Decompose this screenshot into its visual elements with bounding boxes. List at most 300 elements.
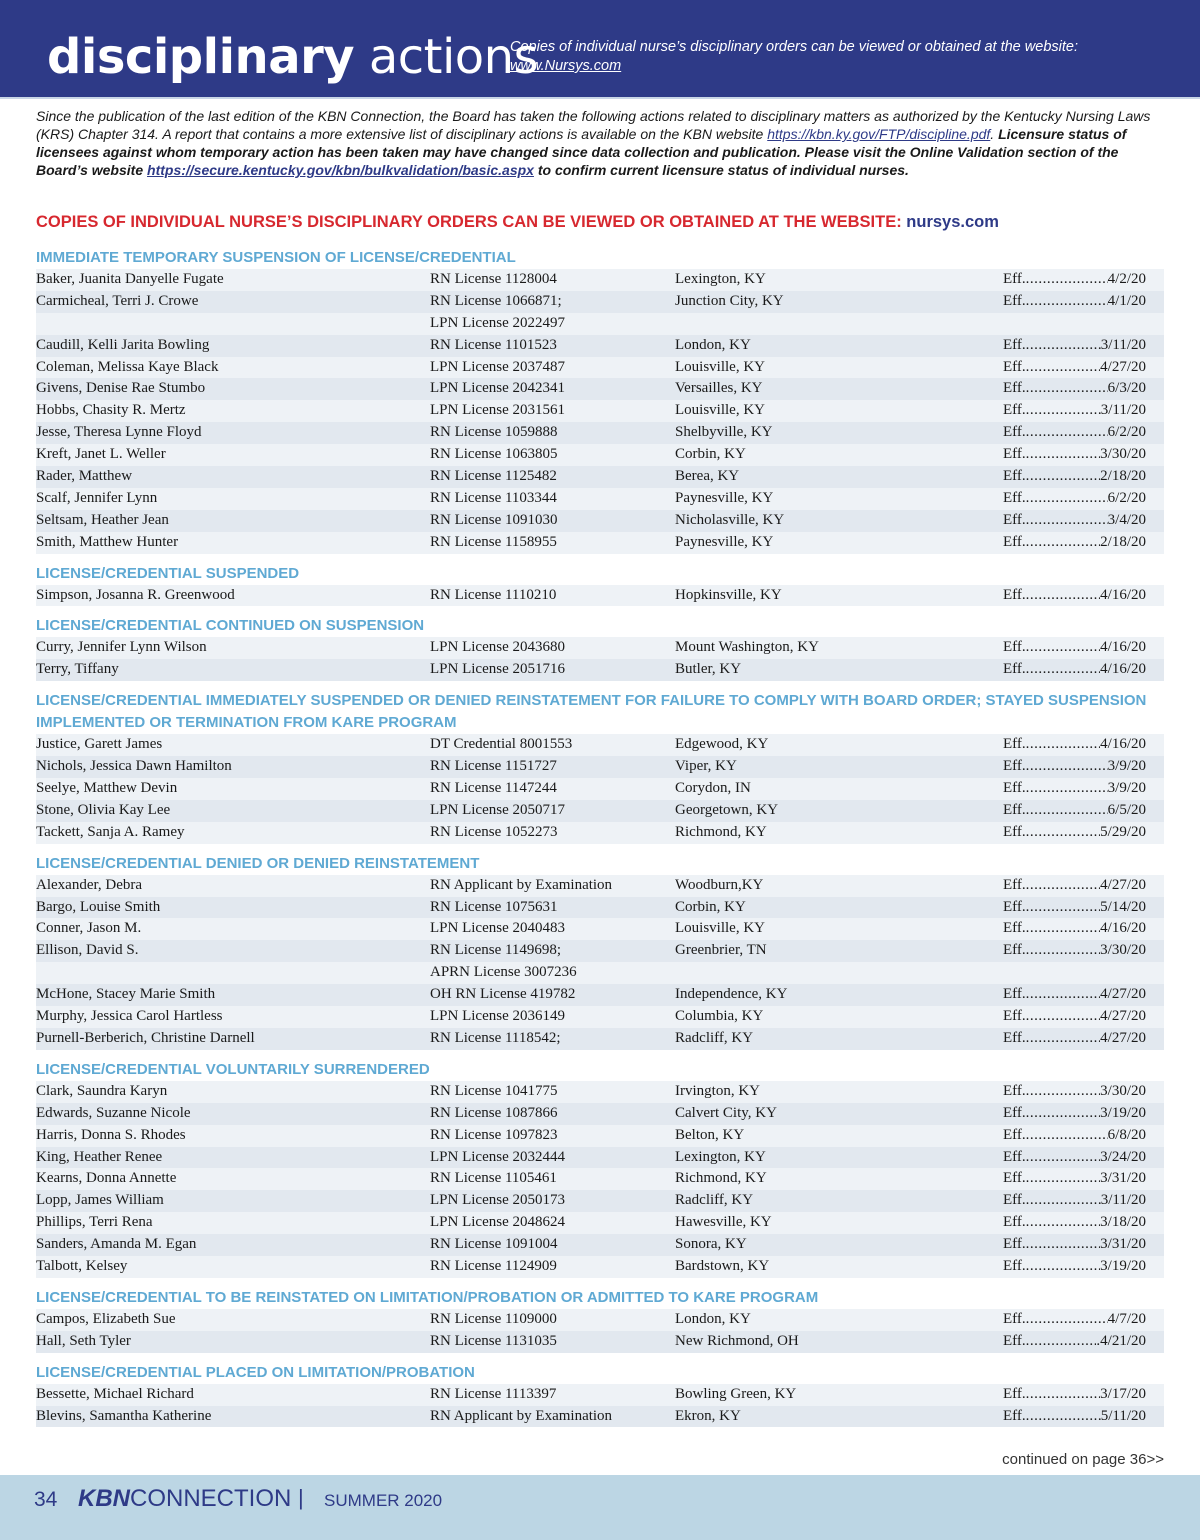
eff-date: 3/19/20 [1100, 1257, 1146, 1274]
effective-date [1003, 1125, 1146, 1147]
table-row [36, 488, 1164, 510]
licensee-name: Ellison, David S. [36, 942, 139, 959]
license-number: LPN License 2040483 [430, 920, 565, 937]
table-row [36, 1212, 1164, 1234]
table-row [36, 422, 1164, 444]
dot-leader [1026, 532, 1101, 554]
table-row [36, 1028, 1164, 1050]
dot-leader [1026, 1331, 1097, 1353]
licensee-city: Louisville, KY [675, 358, 765, 375]
eff-label: Eff. [1003, 1029, 1026, 1046]
table-row [36, 940, 1164, 962]
eff-label: Eff. [1003, 736, 1026, 753]
eff-date: 4/16/20 [1100, 586, 1146, 603]
dot-leader [1026, 488, 1108, 510]
effective-date [1003, 400, 1146, 422]
eff-label: Eff. [1003, 639, 1026, 656]
eff-label: Eff. [1003, 1170, 1026, 1187]
licensee-city: Bowling Green, KY [675, 1385, 797, 1402]
eff-label: Eff. [1003, 801, 1026, 818]
dot-leader [1026, 1125, 1108, 1147]
dot-leader [1026, 378, 1108, 400]
footer-brand [78, 1485, 291, 1513]
dot-leader [1026, 1006, 1101, 1028]
dot-leader [1026, 1256, 1101, 1278]
dot-leader [1026, 875, 1101, 897]
license-number: LPN License 2050717 [430, 801, 565, 818]
eff-date: 6/3/20 [1107, 380, 1146, 397]
dot-leader [1026, 585, 1101, 607]
licensee-city: Paynesville, KY [675, 533, 774, 550]
eff-date: 3/4/20 [1107, 511, 1146, 528]
licensee-name: Tackett, Sanja A. Ramey [36, 823, 185, 840]
licensee-name: Nichols, Jessica Dawn Hamilton [36, 758, 232, 775]
table-row [36, 378, 1164, 400]
eff-label: Eff. [1003, 780, 1026, 797]
table-row [36, 1006, 1164, 1028]
licensee-city: Greenbrier, TN [675, 942, 767, 959]
table-row [36, 1147, 1164, 1169]
licensee-city: Berea, KY [675, 468, 740, 485]
table-row [36, 897, 1164, 919]
dot-leader [1026, 800, 1108, 822]
dot-leader [1026, 422, 1108, 444]
licensee-name: Caudill, Kelli Jarita Bowling [36, 336, 210, 353]
dot-leader [1026, 1103, 1101, 1125]
table-row [36, 822, 1164, 844]
validation-link[interactable]: https://secure.kentucky.gov/kbn/bulkvalidation/basic.aspx [147, 162, 534, 178]
dot-leader [1026, 444, 1101, 466]
license-number: RN License 1091004 [430, 1236, 558, 1253]
licensee-name: McHone, Stacey Marie Smith [36, 986, 216, 1003]
section-title: LICENSE/CREDENTIAL DENIED OR DENIED REINSTATEMENT [36, 854, 480, 872]
licensee-name: Seltsam, Heather Jean [36, 511, 169, 528]
licensee-city: Lexington, KY [675, 271, 766, 287]
eff-label: Eff. [1003, 661, 1026, 678]
eff-label: Eff. [1003, 1148, 1026, 1165]
table-row [36, 1190, 1164, 1212]
license-number: LPN License 2022497 [430, 314, 565, 331]
licensee-city: Hawesville, KY [675, 1214, 772, 1231]
table-row [36, 734, 1164, 756]
eff-date: 6/2/20 [1107, 489, 1146, 506]
header-note [510, 38, 1110, 76]
title-bold: disciplinary [47, 29, 355, 85]
table-row [36, 1256, 1164, 1278]
licensee-name: Kreft, Janet L. Weller [36, 446, 166, 463]
eff-label: Eff. [1003, 1236, 1026, 1253]
license-number: RN License 1103344 [430, 489, 557, 506]
licensee-name: Curry, Jennifer Lynn Wilson [36, 639, 207, 656]
table-row [36, 335, 1164, 357]
eff-label: Eff. [1003, 1126, 1026, 1143]
license-number: RN License 1149698; [430, 942, 562, 959]
eff-date: 4/7/20 [1107, 1310, 1146, 1327]
licensee-name: Baker, Juanita Danyelle Fugate [36, 271, 224, 287]
licensee-city: Bardstown, KY [675, 1257, 770, 1274]
effective-date [1003, 1081, 1146, 1103]
dot-leader [1026, 400, 1101, 422]
table-row [36, 532, 1164, 554]
intro-bold-text: Licensure status of licensees against whom temporary action has been taken may have changed since data collection and publication. Please visit the Online Validation section of the Board’s website [36, 126, 1127, 178]
effective-date [1003, 1256, 1146, 1278]
table-row [36, 1309, 1164, 1331]
eff-label: Eff. [1003, 489, 1026, 506]
eff-date: 3/30/20 [1100, 1082, 1146, 1099]
licensee-name: Talbott, Kelsey [36, 1257, 128, 1274]
license-number: RN License 1109000 [430, 1310, 557, 1327]
eff-label: Eff. [1003, 533, 1026, 550]
effective-date [1003, 291, 1146, 313]
licensee-city: Hopkinsville, KY [675, 586, 782, 603]
section-rows [36, 585, 1164, 607]
table-row [36, 659, 1164, 681]
licensee-city: Radcliff, KY [675, 1029, 754, 1046]
eff-date: 6/5/20 [1107, 801, 1146, 818]
dot-leader [1026, 269, 1108, 291]
dot-leader [1026, 734, 1101, 756]
table-row [36, 1384, 1164, 1406]
licensee-name: Phillips, Terri Rena [36, 1214, 153, 1231]
dot-leader [1026, 1168, 1101, 1190]
table-row [36, 357, 1164, 379]
issue-season: SUMMER 2020 [324, 1491, 443, 1510]
licensee-name: Bargo, Louise Smith [36, 898, 161, 915]
licensee-name: Terry, Tiffany [36, 661, 119, 678]
eff-date: 6/2/20 [1107, 424, 1146, 441]
licensee-name: Murphy, Jessica Carol Hartless [36, 1008, 223, 1025]
licensee-city: Richmond, KY [675, 823, 767, 840]
license-number: LPN License 2031561 [430, 402, 565, 419]
table-row [36, 466, 1164, 488]
license-number: RN License 1075631 [430, 898, 558, 915]
table-row [36, 1406, 1164, 1428]
eff-label: Eff. [1003, 292, 1026, 309]
effective-date [1003, 875, 1146, 897]
licensee-name: Stone, Olivia Kay Lee [36, 801, 171, 818]
section-title: LICENSE/CREDENTIAL VOLUNTARILY SURRENDERED [36, 1060, 430, 1078]
license-number: LPN License 2051716 [430, 661, 565, 678]
license-number: RN License 1059888 [430, 424, 558, 441]
licensee-name: Coleman, Melissa Kaye Black [36, 358, 219, 375]
license-number: RN License 1041775 [430, 1082, 558, 1099]
licensee-city: Nicholasville, KY [675, 511, 785, 528]
dot-leader [1026, 1081, 1101, 1103]
licensee-city: Corydon, IN [675, 780, 751, 797]
eff-date: 5/29/20 [1100, 823, 1146, 840]
eff-label: Eff. [1003, 424, 1026, 441]
effective-date [1003, 422, 1146, 444]
license-number: RN License 1158955 [430, 533, 557, 550]
effective-date [1003, 1406, 1146, 1428]
dot-leader [1026, 637, 1101, 659]
copies-notice [36, 211, 999, 233]
dot-leader [1026, 466, 1101, 488]
effective-date [1003, 1234, 1146, 1256]
licensee-name: Kearns, Donna Annette [36, 1170, 177, 1187]
table-row [36, 313, 1164, 335]
footer [0, 1475, 1200, 1540]
dot-leader [1026, 1212, 1101, 1234]
dot-leader [1026, 1309, 1108, 1331]
eff-label: Eff. [1003, 1008, 1026, 1025]
intro-paragraph: Since the publication of the last edition of the KBN Connection, the Board has taken the following actions related to disciplinary matters as authorized by the Kentucky Nursing Laws (KRS) Chapter 314. A report that contains a more extensive list of disciplinary actions is available on the KBN website https://kbn.ky.gov/FTP/discipline.pdf. Licensure status of licensees against whom temporary action has been taken may have changed since data collection and publication. Please visit the Online Validation section of the Board’s website https://secure.kentucky.gov/kbn/bulkvalidation/basic.aspx to confirm current licensure status of individual nurses. [36, 108, 1151, 178]
nursys-link[interactable]: www.Nursys.com [510, 58, 622, 74]
effective-date [1003, 1384, 1146, 1406]
licensee-city: Georgetown, KY [675, 801, 779, 818]
license-number: RN Applicant by Examination [430, 876, 613, 893]
copies-text: COPIES OF INDIVIDUAL NURSE’S DISCIPLINARY ORDERS CAN BE VIEWED OR OBTAINED AT THE WEBSITE: [36, 213, 902, 231]
licensee-city: Butler, KY [675, 661, 742, 678]
eff-label: Eff. [1003, 1214, 1026, 1231]
dot-leader [1026, 1190, 1101, 1212]
licensee-name: Simpson, Josanna R. Greenwood [36, 586, 235, 603]
eff-label: Eff. [1003, 942, 1026, 959]
license-number: LPN License 2043680 [430, 639, 565, 656]
effective-date [1003, 822, 1146, 844]
eff-date: 3/31/20 [1100, 1236, 1146, 1253]
eff-label: Eff. [1003, 1332, 1026, 1349]
licensee-name: Hobbs, Chasity R. Mertz [36, 402, 186, 419]
license-number: RN License 1052273 [430, 823, 558, 840]
continued-note: continued on page 36>> [1002, 1451, 1164, 1468]
eff-label: Eff. [1003, 271, 1026, 287]
table-row [36, 510, 1164, 532]
effective-date [1003, 734, 1146, 756]
licensee-name: Campos, Elizabeth Sue [36, 1310, 176, 1327]
dot-leader [1026, 1384, 1101, 1406]
dot-leader [1026, 357, 1101, 379]
dot-leader [1026, 822, 1101, 844]
license-number: RN License 1101523 [430, 336, 557, 353]
licensee-name: Purnell-Berberich, Christine Darnell [36, 1029, 255, 1046]
eff-date: 4/27/20 [1100, 1029, 1146, 1046]
eff-date: 3/9/20 [1107, 780, 1146, 797]
eff-date: 5/14/20 [1100, 898, 1146, 915]
table-row [36, 984, 1164, 1006]
licensee-name: King, Heather Renee [36, 1148, 163, 1165]
section-rows [36, 637, 1164, 681]
licensee-name: Alexander, Debra [36, 876, 143, 893]
intro-bold-end: to confirm current licensure status of individual nurses. [537, 162, 909, 178]
licensee-city: Belton, KY [675, 1126, 745, 1143]
section-title: LICENSE/CREDENTIAL TO BE REINSTATED ON LIMITATION/PROBATION OR ADMITTED TO KARE PROGRAM [36, 1288, 819, 1306]
eff-label: Eff. [1003, 1192, 1026, 1209]
license-number: LPN License 2032444 [430, 1148, 565, 1165]
eff-date: 3/17/20 [1100, 1385, 1146, 1402]
licensee-name: Conner, Jason M. [36, 920, 142, 937]
licensee-city: Versailles, KY [675, 380, 763, 397]
license-number: RN License 1118542; [430, 1029, 561, 1046]
section-rows [36, 1309, 1164, 1353]
licensee-name: Seelye, Matthew Devin [36, 780, 178, 797]
effective-date [1003, 269, 1146, 291]
licensee-name: Carmicheal, Terri J. Crowe [36, 292, 199, 309]
section-title: LICENSE/CREDENTIAL CONTINUED ON SUSPENSION [36, 617, 425, 635]
page-number: 34 [34, 1488, 58, 1511]
eff-date: 3/18/20 [1100, 1214, 1146, 1231]
license-number: RN License 1131035 [430, 1332, 557, 1349]
dot-leader [1026, 1147, 1101, 1169]
licensee-city: Independence, KY [675, 986, 788, 1003]
licensee-city: Paynesville, KY [675, 489, 774, 506]
license-number: RN License 1110210 [430, 586, 557, 603]
licensee-name: Justice, Garett James [36, 736, 163, 753]
section-rows [36, 269, 1164, 554]
eff-date: 4/27/20 [1100, 986, 1146, 1003]
effective-date [1003, 585, 1146, 607]
effective-date [1003, 984, 1146, 1006]
table-row [36, 778, 1164, 800]
disciplinary-list [36, 247, 1164, 1436]
dot-leader [1026, 897, 1101, 919]
license-number: OH RN License 419782 [430, 986, 576, 1003]
effective-date [1003, 335, 1146, 357]
licensee-city: Edgewood, KY [675, 736, 769, 753]
copies-site: nursys.com [906, 213, 999, 231]
section-rows [36, 875, 1164, 1050]
license-number: RN License 1063805 [430, 446, 558, 463]
effective-date [1003, 466, 1146, 488]
dot-leader [1026, 1234, 1101, 1256]
license-number: LPN License 2042341 [430, 380, 565, 397]
licensee-name: Scalf, Jennifer Lynn [36, 489, 158, 506]
dot-leader [1026, 1406, 1101, 1428]
eff-label: Eff. [1003, 876, 1026, 893]
licensee-name: Sanders, Amanda M. Egan [36, 1236, 197, 1253]
table-row [36, 1168, 1164, 1190]
section-title: IMMEDIATE TEMPORARY SUSPENSION OF LICENSE/CREDENTIAL [36, 249, 516, 266]
eff-date: 4/27/20 [1100, 1008, 1146, 1025]
brand-kbn: KBN [78, 1485, 130, 1512]
header-note-text: Copies of individual nurse’s disciplinary orders can be viewed or obtained at the website: [510, 39, 1078, 55]
licensee-city: New Richmond, OH [675, 1332, 799, 1349]
effective-date [1003, 897, 1146, 919]
eff-date: 3/24/20 [1100, 1148, 1146, 1165]
dot-leader [1026, 756, 1108, 778]
licensee-city: Junction City, KY [675, 292, 784, 309]
licensee-city: Sonora, KY [675, 1236, 747, 1253]
licensee-city: Richmond, KY [675, 1170, 767, 1187]
dot-leader [1026, 1028, 1101, 1050]
eff-label: Eff. [1003, 380, 1026, 397]
licensee-city: Ekron, KY [675, 1407, 741, 1424]
eff-label: Eff. [1003, 336, 1026, 353]
eff-date: 4/1/20 [1107, 292, 1146, 309]
licensee-name: Givens, Denise Rae Stumbo [36, 380, 206, 397]
licensee-city: Columbia, KY [675, 1008, 764, 1025]
effective-date [1003, 444, 1146, 466]
eff-label: Eff. [1003, 1385, 1026, 1402]
license-number: DT Credential 8001553 [430, 736, 573, 753]
section-rows [36, 1384, 1164, 1428]
eff-label: Eff. [1003, 511, 1026, 528]
licensee-city: Lexington, KY [675, 1148, 766, 1165]
table-row [36, 291, 1164, 313]
table-row [36, 1125, 1164, 1147]
license-number: RN License 1091030 [430, 511, 558, 528]
section-title: LICENSE/CREDENTIAL IMMEDIATELY SUSPENDED OR DENIED REINSTATEMENT FOR FAILURE TO COMPLY WITH BOARD ORDER; STAYED SUSPENSION IMPLEMENTED OR TERMINATION FROM KARE PROGRAM [36, 692, 1147, 732]
effective-date [1003, 756, 1146, 778]
table-row [36, 756, 1164, 778]
licensee-city: Mount Washington, KY [675, 639, 819, 656]
eff-label: Eff. [1003, 358, 1026, 375]
effective-date [1003, 1309, 1146, 1331]
license-number: LPN License 2036149 [430, 1008, 565, 1025]
effective-date [1003, 510, 1146, 532]
intro-text: Since the publication of the last edition of the KBN Connection, the Board has taken the following actions related to disciplinary matters as authorized by the Kentucky Nursing Laws (KRS) Chapter 314. A report that contains a more extensive list of disciplinary actions is available on the KBN website [36, 108, 1151, 142]
licensee-name: Bessette, Michael Richard [36, 1385, 194, 1402]
licensee-city: Irvington, KY [675, 1082, 760, 1099]
licensee-city: Woodburn,KY [675, 876, 764, 893]
dot-leader [1026, 984, 1101, 1006]
licensee-name: Jesse, Theresa Lynne Floyd [36, 424, 202, 441]
eff-date: 4/16/20 [1100, 661, 1146, 678]
eff-date: 3/19/20 [1100, 1104, 1146, 1121]
eff-label: Eff. [1003, 586, 1026, 603]
effective-date [1003, 1147, 1146, 1169]
effective-date [1003, 940, 1146, 962]
license-number: RN License 1151727 [430, 758, 557, 775]
effective-date [1003, 778, 1146, 800]
license-number: RN License 1125482 [430, 468, 557, 485]
effective-date [1003, 532, 1146, 554]
license-number: LPN License 2048624 [430, 1214, 565, 1231]
licensee-city: London, KY [675, 336, 751, 353]
dot-leader [1026, 291, 1108, 313]
licensee-name: Blevins, Samantha Katherine [36, 1407, 212, 1424]
eff-date: 3/30/20 [1100, 942, 1146, 959]
licensee-name: Rader, Matthew [36, 468, 133, 485]
brand-connection: CONNECTION [130, 1485, 292, 1512]
licensee-name: Smith, Matthew Hunter [36, 533, 179, 550]
table-row [36, 585, 1164, 607]
section-title: LICENSE/CREDENTIAL SUSPENDED [36, 564, 300, 582]
eff-date: 3/11/20 [1100, 1192, 1146, 1209]
effective-date [1003, 1028, 1146, 1050]
table-row [36, 800, 1164, 822]
discipline-pdf-link[interactable]: https://kbn.ky.gov/FTP/discipline.pdf [767, 126, 991, 142]
eff-date: 4/16/20 [1100, 920, 1146, 937]
effective-date [1003, 488, 1146, 510]
license-number: RN License 1113397 [430, 1385, 557, 1402]
table-row [36, 637, 1164, 659]
eff-label: Eff. [1003, 1082, 1026, 1099]
license-number: RN License 1066871; [430, 292, 562, 309]
effective-date [1003, 1190, 1146, 1212]
dot-leader [1026, 778, 1108, 800]
licensee-city: Viper, KY [675, 758, 737, 775]
licensee-name: Harris, Donna S. Rhodes [36, 1126, 186, 1143]
licensee-city: Shelbyville, KY [675, 424, 773, 441]
footer-separator: | [298, 1485, 304, 1510]
table-row [36, 269, 1164, 291]
eff-label: Eff. [1003, 920, 1026, 937]
eff-date: .4/21/20 [1096, 1332, 1146, 1349]
license-number: APRN License 3007236 [430, 964, 577, 981]
eff-date: 4/16/20 [1100, 639, 1146, 656]
eff-date: 4/16/20 [1100, 736, 1146, 753]
effective-date [1003, 378, 1146, 400]
licensee-city: Radcliff, KY [675, 1192, 754, 1209]
effective-date [1003, 1168, 1146, 1190]
eff-label: Eff. [1003, 1104, 1026, 1121]
table-row [36, 400, 1164, 422]
licensee-name: Edwards, Suzanne Nicole [36, 1104, 191, 1121]
table-row [36, 444, 1164, 466]
eff-date: 4/27/20 [1100, 358, 1146, 375]
eff-date: 4/2/20 [1107, 271, 1146, 287]
